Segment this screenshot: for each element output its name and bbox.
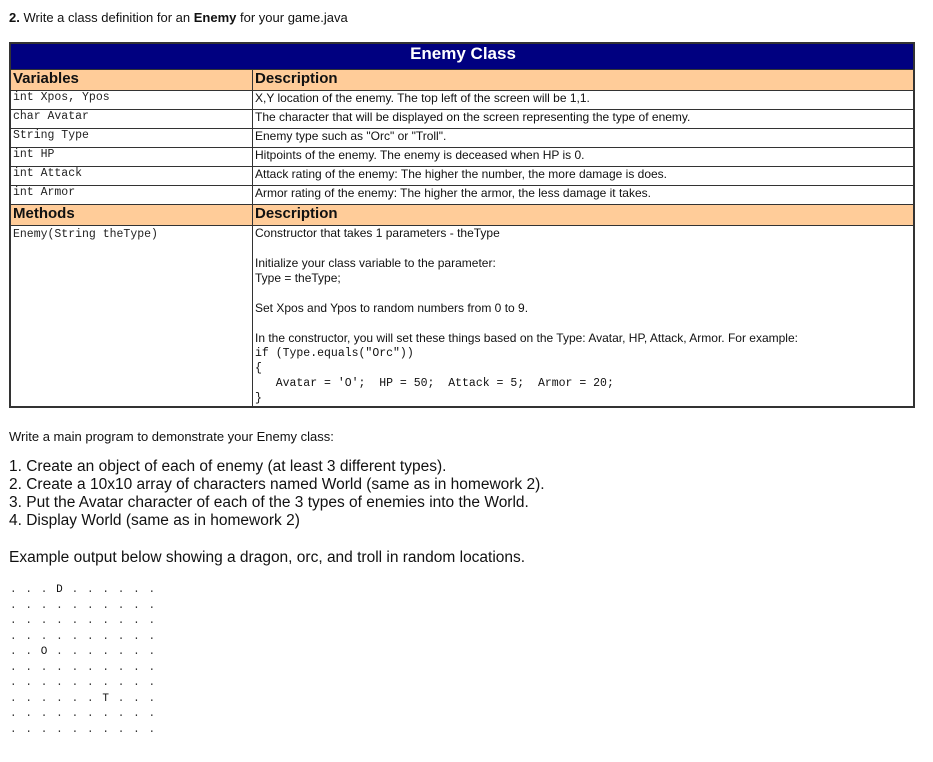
grid-cell-empty: . bbox=[71, 692, 79, 705]
grid-cell-empty: . bbox=[40, 708, 48, 720]
grid-cell-empty: . bbox=[102, 584, 109, 596]
grid-cell-empty: . bbox=[25, 677, 32, 689]
variable-desc: Armor rating of the enemy: The higher the armor, the less damage it takes. bbox=[253, 186, 915, 205]
method-desc-line: Initialize your class variable to the parameter: bbox=[255, 256, 496, 270]
world-grid-output bbox=[10, 583, 164, 738]
grid-cell-empty: . bbox=[40, 677, 48, 689]
grid-cell-empty: . bbox=[10, 677, 17, 689]
question-bold-word: Enemy bbox=[193, 10, 237, 25]
grid-cell-empty: . bbox=[148, 708, 156, 720]
variable-desc: Attack rating of the enemy: The higher the number, the more damage is does. bbox=[253, 167, 915, 186]
grid-cell-empty: . bbox=[148, 630, 156, 643]
variable-name: int Armor bbox=[10, 186, 253, 205]
table-row bbox=[10, 167, 914, 186]
grid-cell-empty: . bbox=[133, 599, 140, 612]
grid-cell-empty: . bbox=[86, 630, 94, 643]
variable-desc: Hitpoints of the enemy. The enemy is deceased when HP is 0. bbox=[253, 148, 915, 167]
method-description bbox=[253, 226, 915, 408]
methods-header: Methods bbox=[10, 205, 253, 226]
code-line: } bbox=[255, 392, 262, 405]
method-signature: Enemy(String theType) bbox=[10, 226, 253, 408]
grid-row bbox=[10, 645, 164, 661]
grid-cell-empty: . bbox=[117, 584, 125, 596]
grid-cell-empty: . bbox=[133, 661, 140, 674]
method-row bbox=[10, 226, 914, 408]
grid-cell-empty: . bbox=[25, 646, 32, 658]
grid-row bbox=[10, 630, 164, 646]
list-item: 4. Display World (same as in homework 2) bbox=[9, 512, 300, 529]
grid-cell-empty: . bbox=[148, 723, 156, 736]
grid-cell-empty: . bbox=[86, 677, 94, 689]
grid-cell-empty: . bbox=[40, 599, 48, 612]
grid-cell-empty: . bbox=[56, 692, 63, 705]
grid-cell-empty: . bbox=[25, 599, 32, 612]
table-row bbox=[10, 129, 914, 148]
grid-cell-empty: . bbox=[117, 599, 125, 612]
question-number: 2. bbox=[9, 10, 20, 25]
table-title: Enemy Class bbox=[10, 43, 914, 70]
grid-cell-empty: . bbox=[102, 630, 109, 643]
grid-row bbox=[10, 599, 164, 615]
grid-cell-empty: . bbox=[25, 661, 32, 674]
grid-cell-empty: . bbox=[25, 708, 32, 720]
grid-cell-empty: . bbox=[40, 661, 48, 674]
grid-cell-empty: . bbox=[25, 615, 32, 627]
list-item: 3. Put the Avatar character of each of the 3 types of enemies into the World. bbox=[9, 494, 529, 511]
grid-cell-empty: . bbox=[148, 615, 156, 627]
grid-row bbox=[10, 614, 164, 630]
grid-cell-empty: . bbox=[25, 630, 32, 643]
grid-cell-empty: . bbox=[56, 630, 63, 643]
grid-cell-empty: . bbox=[71, 661, 79, 674]
variables-header-row bbox=[10, 70, 914, 91]
grid-cell-empty: . bbox=[117, 723, 125, 736]
grid-cell-empty: . bbox=[148, 677, 156, 689]
grid-cell-empty: . bbox=[102, 708, 109, 720]
grid-cell-empty: . bbox=[56, 708, 63, 720]
grid-cell-empty: . bbox=[102, 599, 109, 612]
grid-cell-empty: . bbox=[133, 630, 140, 643]
method-desc-line: In the constructor, you will set these things based on the Type: Avatar, HP, Attack, Armor. For example: bbox=[255, 331, 798, 345]
grid-cell-empty: . bbox=[40, 723, 48, 736]
grid-cell-empty: . bbox=[71, 646, 79, 658]
grid-cell-empty: . bbox=[10, 646, 17, 658]
variable-name: int HP bbox=[10, 148, 253, 167]
grid-cell-empty: . bbox=[71, 723, 79, 736]
grid-cell-empty: . bbox=[71, 630, 79, 643]
enemy-class-table bbox=[9, 42, 915, 408]
code-line: { bbox=[255, 362, 262, 375]
grid-cell-empty: . bbox=[56, 646, 63, 658]
table-row bbox=[10, 91, 914, 110]
grid-cell-empty: . bbox=[133, 708, 140, 720]
grid-cell-empty: . bbox=[10, 723, 17, 736]
grid-cell-empty: . bbox=[10, 599, 17, 612]
method-desc-line: Set Xpos and Ypos to random numbers from 0 to 9. bbox=[255, 301, 529, 315]
grid-cell-empty: . bbox=[25, 723, 32, 736]
grid-cell-empty: . bbox=[117, 708, 125, 720]
grid-cell-empty: . bbox=[10, 692, 17, 705]
variable-name: char Avatar bbox=[10, 110, 253, 129]
grid-cell-empty: . bbox=[133, 615, 140, 627]
grid-cell-empty: . bbox=[102, 646, 109, 658]
grid-cell-empty: . bbox=[148, 661, 156, 674]
grid-row bbox=[10, 661, 164, 677]
grid-row bbox=[10, 707, 164, 723]
grid-cell-empty: . bbox=[148, 584, 156, 596]
method-desc-line: Constructor that takes 1 parameters - theType bbox=[255, 226, 500, 240]
variables-header: Variables bbox=[10, 70, 253, 91]
question-text-after: for your game.java bbox=[236, 10, 348, 25]
question-text-before: Write a class definition for an bbox=[23, 10, 194, 25]
grid-cell-empty: . bbox=[86, 615, 94, 627]
grid-cell-empty: . bbox=[10, 661, 17, 674]
grid-cell-empty: . bbox=[40, 630, 48, 643]
grid-cell-empty: . bbox=[56, 615, 63, 627]
grid-cell-empty: . bbox=[102, 677, 109, 689]
grid-cell-empty: . bbox=[56, 677, 63, 689]
grid-cell-empty: . bbox=[148, 692, 156, 705]
grid-cell-enemy: D bbox=[56, 584, 63, 596]
variable-desc: Enemy type such as "Orc" or "Troll". bbox=[253, 129, 915, 148]
code-line: if (Type.equals("Orc")) bbox=[255, 347, 414, 360]
grid-cell-empty: . bbox=[133, 723, 140, 736]
grid-cell-empty: . bbox=[86, 646, 94, 658]
grid-cell-empty: . bbox=[133, 692, 140, 705]
code-line: Avatar = 'O'; HP = 50; Attack = 5; Armor = 20; bbox=[255, 377, 614, 390]
grid-cell-empty: . bbox=[56, 661, 63, 674]
grid-cell-empty: . bbox=[25, 692, 32, 705]
variable-name: int Xpos, Ypos bbox=[10, 91, 253, 110]
grid-cell-empty: . bbox=[117, 630, 125, 643]
grid-cell-empty: . bbox=[56, 723, 63, 736]
table-row bbox=[10, 148, 914, 167]
grid-cell-empty: . bbox=[117, 661, 125, 674]
grid-cell-empty: . bbox=[71, 708, 79, 720]
variable-desc: X,Y location of the enemy. The top left of the screen will be 1,1. bbox=[253, 91, 915, 110]
grid-cell-empty: . bbox=[25, 584, 32, 596]
grid-cell-empty: . bbox=[133, 646, 140, 658]
grid-cell-enemy: O bbox=[40, 646, 48, 658]
grid-cell-empty: . bbox=[56, 599, 63, 612]
grid-cell-empty: . bbox=[117, 692, 125, 705]
grid-cell-empty: . bbox=[40, 584, 48, 596]
main-program-intro: Write a main program to demonstrate your Enemy class: bbox=[9, 429, 334, 444]
table-row bbox=[10, 110, 914, 129]
grid-cell-empty: . bbox=[102, 661, 109, 674]
grid-cell-empty: . bbox=[71, 615, 79, 627]
table-title-row bbox=[10, 43, 914, 70]
list-item: 2. Create a 10x10 array of characters named World (same as in homework 2). bbox=[9, 476, 545, 493]
grid-cell-empty: . bbox=[102, 615, 109, 627]
method-desc-line: Type = theType; bbox=[255, 271, 341, 285]
grid-cell-empty: . bbox=[86, 584, 94, 596]
grid-cell-empty: . bbox=[10, 584, 17, 596]
grid-cell-empty: . bbox=[10, 615, 17, 627]
grid-cell-empty: . bbox=[40, 615, 48, 627]
grid-cell-empty: . bbox=[10, 708, 17, 720]
grid-cell-empty: . bbox=[86, 692, 94, 705]
grid-cell-empty: . bbox=[148, 646, 156, 658]
grid-cell-empty: . bbox=[86, 599, 94, 612]
grid-row bbox=[10, 723, 164, 739]
methods-description-header: Description bbox=[253, 205, 915, 226]
description-header: Description bbox=[253, 70, 915, 91]
variable-name: int Attack bbox=[10, 167, 253, 186]
grid-cell-empty: . bbox=[71, 677, 79, 689]
grid-cell-enemy: T bbox=[102, 692, 109, 705]
list-item: 1. Create an object of each of enemy (at least 3 different types). bbox=[9, 458, 447, 475]
question-heading bbox=[9, 10, 348, 25]
grid-cell-empty: . bbox=[86, 708, 94, 720]
grid-cell-empty: . bbox=[40, 692, 48, 705]
grid-row bbox=[10, 692, 164, 708]
grid-cell-empty: . bbox=[148, 599, 156, 612]
methods-header-row bbox=[10, 205, 914, 226]
variable-name: String Type bbox=[10, 129, 253, 148]
grid-row bbox=[10, 583, 164, 599]
grid-cell-empty: . bbox=[117, 646, 125, 658]
grid-cell-empty: . bbox=[71, 599, 79, 612]
grid-cell-empty: . bbox=[86, 723, 94, 736]
example-output-text: Example output below showing a dragon, orc, and troll in random locations. bbox=[9, 549, 526, 566]
grid-cell-empty: . bbox=[102, 723, 109, 736]
grid-row bbox=[10, 676, 164, 692]
grid-cell-empty: . bbox=[10, 630, 17, 643]
grid-cell-empty: . bbox=[86, 661, 94, 674]
grid-cell-empty: . bbox=[117, 677, 125, 689]
variable-desc: The character that will be displayed on the screen representing the type of enemy. bbox=[253, 110, 915, 129]
grid-cell-empty: . bbox=[133, 677, 140, 689]
table-row bbox=[10, 186, 914, 205]
grid-cell-empty: . bbox=[133, 584, 140, 596]
grid-cell-empty: . bbox=[117, 615, 125, 627]
grid-cell-empty: . bbox=[71, 584, 79, 596]
steps-list bbox=[9, 458, 545, 530]
